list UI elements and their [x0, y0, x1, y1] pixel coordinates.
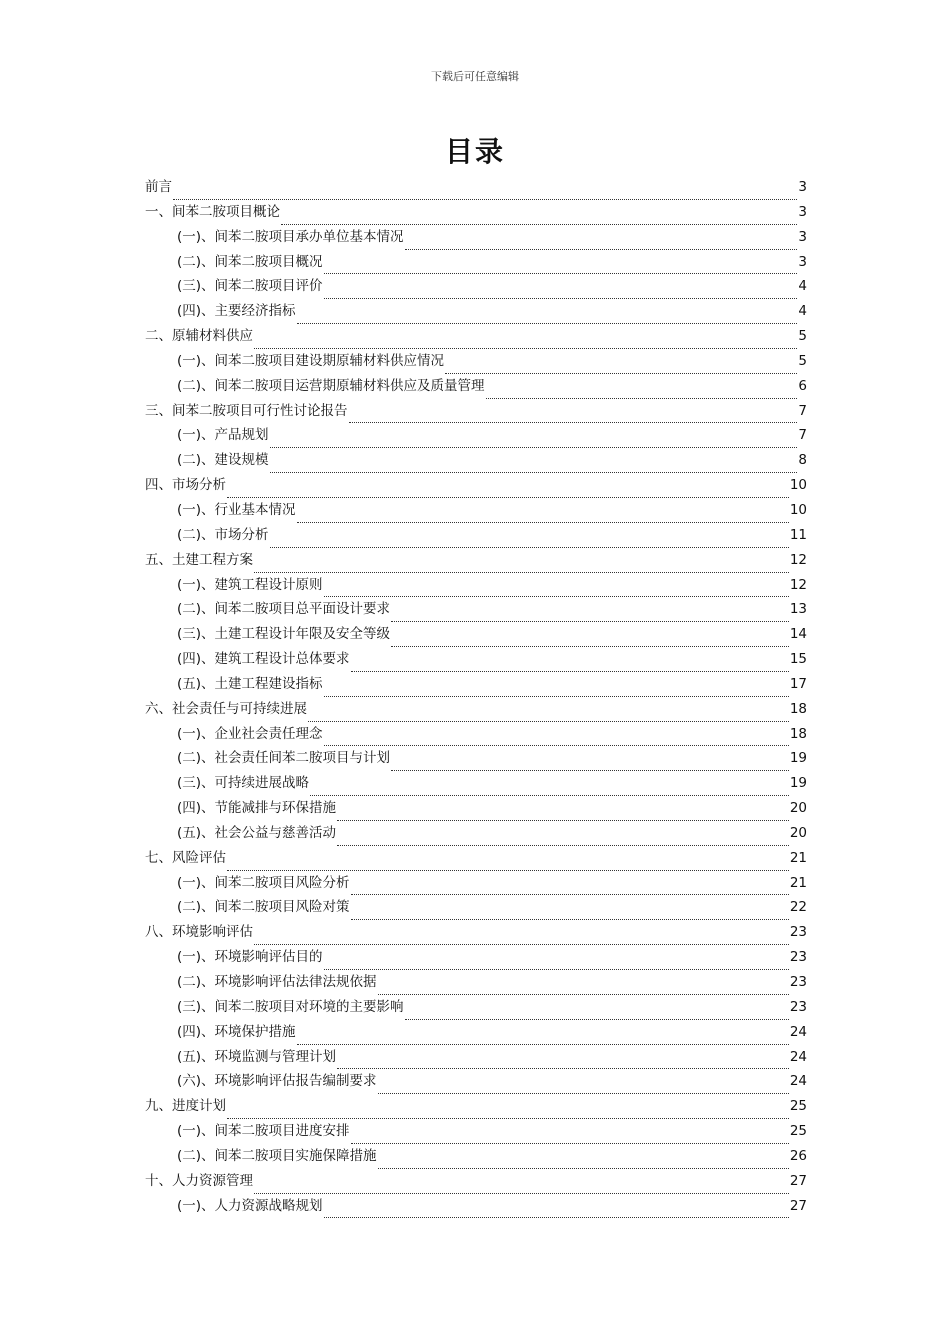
toc-subentry[interactable]: [145, 821, 807, 846]
dot-leader: [254, 331, 797, 349]
dot-leader: [173, 182, 797, 200]
toc-subentry[interactable]: [145, 647, 807, 672]
toc-entry-title: (一)、企业社会责任理念: [177, 725, 323, 742]
toc-entry[interactable]: [145, 1169, 807, 1194]
dot-leader: [391, 753, 789, 771]
toc-page-number: 24: [789, 1023, 807, 1040]
toc-page-number: 5: [798, 352, 807, 369]
dot-leader: [351, 877, 789, 895]
toc-page-number: 5: [798, 328, 807, 345]
toc-page-number: 20: [789, 824, 807, 841]
toc-entry-title: (二)、建设规模: [177, 452, 269, 469]
dot-leader: [324, 728, 789, 746]
toc-entry-title: 七、风险评估: [145, 849, 226, 866]
dot-leader: [324, 256, 798, 274]
toc-subentry[interactable]: [145, 1119, 807, 1144]
toc-entry-title: (二)、环境影响评估法律法规依据: [177, 974, 377, 990]
dot-leader: [324, 579, 789, 597]
toc-page-number: 6: [798, 377, 807, 394]
dot-leader: [486, 381, 798, 399]
toc-entry[interactable]: [145, 473, 807, 498]
toc-page-number: 19: [789, 750, 807, 767]
dot-leader: [254, 927, 789, 945]
toc-subentry[interactable]: [145, 1045, 807, 1070]
toc-page-number: 14: [789, 626, 807, 643]
toc-subentry[interactable]: [145, 498, 807, 523]
toc-entry-title: (一)、人力资源战略规划: [177, 1197, 323, 1214]
toc-page-number: 10: [789, 501, 807, 518]
toc-entry-title: 六、社会责任与可持续进展: [145, 700, 307, 717]
toc-entry-title: (三)、可持续进展战略: [177, 775, 310, 792]
toc-page-number: 3: [798, 228, 807, 245]
toc-subentry[interactable]: [145, 597, 807, 622]
toc-page-number: 8: [798, 452, 807, 469]
dot-leader: [405, 1002, 789, 1020]
toc-page-number: 15: [789, 651, 807, 668]
toc-entry-title: (五)、环境监测与管理计划: [177, 1048, 337, 1065]
dot-leader: [270, 530, 789, 548]
toc-page-number: 23: [789, 974, 807, 990]
toc-page-number: 3: [798, 253, 807, 270]
toc-entry-title: (五)、土建工程建设指标: [177, 675, 323, 692]
dot-leader: [349, 405, 798, 423]
toc-subentry[interactable]: [145, 771, 807, 796]
toc-subentry[interactable]: [145, 1144, 807, 1169]
toc-subentry[interactable]: [145, 746, 807, 771]
toc-page-number: 23: [789, 998, 807, 1015]
toc-subentry[interactable]: [145, 895, 807, 920]
toc-entry-title: (一)、产品规划: [177, 427, 269, 444]
toc-subentry[interactable]: [145, 622, 807, 647]
toc-page-number: 4: [798, 303, 807, 320]
toc-page-number: 22: [789, 899, 807, 916]
toc-entry-title: (四)、主要经济指标: [177, 303, 296, 320]
toc-entry-title: (二)、市场分析: [177, 526, 269, 543]
toc-subentry[interactable]: [145, 274, 807, 299]
toc-entry-title: (四)、环境保护措施: [177, 1023, 296, 1040]
dot-leader: [254, 555, 789, 573]
toc-page-number: 18: [789, 700, 807, 717]
toc-page-number: 23: [789, 924, 807, 941]
dot-leader: [270, 455, 798, 473]
toc-entry[interactable]: [145, 920, 807, 945]
dot-leader: [270, 430, 798, 448]
toc-page-number: 20: [789, 800, 807, 817]
dot-leader: [324, 281, 798, 299]
toc-page-number: 12: [789, 576, 807, 593]
toc-entry[interactable]: [145, 324, 807, 349]
toc-entry-title: (一)、建筑工程设计原则: [177, 576, 323, 593]
dot-leader: [324, 679, 789, 697]
toc-page-number: 24: [789, 1048, 807, 1065]
dot-leader: [297, 1027, 789, 1045]
toc-entry[interactable]: [145, 1094, 807, 1119]
dot-leader: [378, 1076, 789, 1094]
dot-leader: [324, 952, 789, 970]
toc-entry-title: (三)、土建工程设计年限及安全等级: [177, 626, 391, 643]
toc-entry-title: (一)、间苯二胺项目承办单位基本情况: [177, 228, 404, 245]
toc-entry[interactable]: [145, 399, 807, 424]
page-title: 目录: [444, 135, 505, 168]
toc-entry-title: 三、间苯二胺项目可行性讨论报告: [145, 402, 348, 419]
toc-page-number: 13: [789, 601, 807, 618]
toc-entry-title: (二)、间苯二胺项目概况: [177, 253, 323, 270]
toc-entry-title: 十、人力资源管理: [145, 1172, 253, 1189]
dot-leader: [337, 828, 789, 846]
toc-entry-title: 八、环境影响评估: [145, 924, 253, 941]
toc-entry-title: (二)、间苯二胺项目总平面设计要求: [177, 601, 391, 618]
toc-page-number: 27: [789, 1172, 807, 1189]
toc-entry-title: (四)、建筑工程设计总体要求: [177, 651, 350, 668]
toc-page-number: 19: [789, 775, 807, 792]
toc-page-number: 18: [789, 725, 807, 742]
dot-leader: [324, 1200, 789, 1218]
dot-leader: [445, 356, 797, 374]
toc-subentry[interactable]: [145, 448, 807, 473]
toc-entry-title: (四)、节能减排与环保措施: [177, 800, 337, 817]
toc-subentry[interactable]: [145, 423, 807, 448]
toc-subentry[interactable]: [145, 722, 807, 747]
toc-subentry[interactable]: [145, 523, 807, 548]
dot-leader: [281, 207, 797, 225]
toc-page-number: 26: [789, 1147, 807, 1164]
dot-leader: [378, 1151, 789, 1169]
toc-page-number: 11: [789, 526, 807, 543]
dot-leader: [297, 505, 789, 523]
toc-subentry[interactable]: [145, 299, 807, 324]
toc-entry-title: (一)、环境影响评估目的: [177, 949, 323, 966]
dot-leader: [337, 803, 789, 821]
dot-leader: [351, 1126, 789, 1144]
toc-entry-title: (一)、行业基本情况: [177, 501, 296, 518]
toc-subentry[interactable]: [145, 1194, 807, 1219]
toc-entry-title: 九、进度计划: [145, 1098, 226, 1115]
toc-entry[interactable]: [145, 697, 807, 722]
toc-entry-title: (一)、间苯二胺项目进度安排: [177, 1123, 350, 1140]
dot-leader: [297, 306, 798, 324]
dot-leader: [308, 704, 789, 722]
dot-leader: [351, 654, 789, 672]
toc-entry-title: (三)、间苯二胺项目对环境的主要影响: [177, 998, 404, 1015]
toc-entry-title: (六)、环境影响评估报告编制要求: [177, 1073, 377, 1090]
toc-entry[interactable]: [145, 548, 807, 573]
toc-subentry[interactable]: [145, 349, 807, 374]
dot-leader: [391, 629, 789, 647]
toc-subentry[interactable]: [145, 871, 807, 896]
toc-entry-title: (一)、间苯二胺项目建设期原辅材料供应情况: [177, 352, 445, 369]
dot-leader: [227, 480, 789, 498]
toc-page-number: 23: [789, 949, 807, 966]
toc-entry[interactable]: [145, 846, 807, 871]
dot-leader: [310, 778, 789, 796]
toc-page-number: 21: [789, 849, 807, 866]
dot-leader: [378, 977, 789, 995]
toc-entry-title: (三)、间苯二胺项目评价: [177, 278, 323, 295]
toc-page-number: 24: [789, 1073, 807, 1090]
toc-entry-title: 前言: [145, 179, 172, 195]
toc-entry-title: (二)、间苯二胺项目运营期原辅材料供应及质量管理: [177, 377, 485, 394]
toc-entry-title: 二、原辅材料供应: [145, 328, 253, 345]
toc-page-number: 3: [798, 179, 807, 195]
toc-page-number: 12: [789, 551, 807, 568]
toc-page-number: 17: [789, 675, 807, 692]
toc-page-number: 25: [789, 1098, 807, 1115]
toc-page-number: 27: [789, 1197, 807, 1214]
toc-entry-title: (五)、社会公益与慈善活动: [177, 824, 337, 841]
toc-entry-title: 四、市场分析: [145, 477, 226, 494]
toc-entry-title: 一、间苯二胺项目概论: [145, 203, 280, 220]
toc-entry[interactable]: [145, 175, 807, 200]
toc-subentry[interactable]: [145, 374, 807, 399]
toc-page-number: 3: [798, 203, 807, 220]
toc-subentry[interactable]: [145, 995, 807, 1020]
dot-leader: [227, 853, 789, 871]
dot-leader: [391, 604, 789, 622]
dot-leader: [405, 232, 798, 250]
toc-subentry[interactable]: [145, 970, 807, 995]
toc-entry-title: (一)、间苯二胺项目风险分析: [177, 874, 350, 891]
toc-entry-title: (二)、社会责任间苯二胺项目与计划: [177, 750, 391, 767]
toc-subentry[interactable]: [145, 573, 807, 598]
page-header: 下载后可任意编辑: [431, 70, 519, 83]
toc-subentry[interactable]: [145, 1020, 807, 1045]
toc-page-number: 4: [798, 278, 807, 295]
toc-page-number: 10: [789, 477, 807, 494]
toc-page-number: 7: [798, 427, 807, 444]
toc-subentry[interactable]: [145, 225, 807, 250]
toc-page-number: 25: [789, 1123, 807, 1140]
table-of-contents: [145, 175, 807, 1218]
dot-leader: [351, 902, 789, 920]
toc-subentry[interactable]: [145, 1069, 807, 1094]
toc-subentry[interactable]: [145, 945, 807, 970]
toc-page-number: 7: [798, 402, 807, 419]
toc-page-number: 21: [789, 874, 807, 891]
dot-leader: [254, 1176, 789, 1194]
dot-leader: [337, 1051, 789, 1069]
toc-subentry[interactable]: [145, 672, 807, 697]
toc-subentry[interactable]: [145, 796, 807, 821]
dot-leader: [227, 1101, 789, 1119]
toc-subentry[interactable]: [145, 250, 807, 275]
toc-entry-title: 五、土建工程方案: [145, 551, 253, 568]
toc-entry-title: (二)、间苯二胺项目实施保障措施: [177, 1147, 377, 1164]
toc-entry[interactable]: [145, 200, 807, 225]
toc-entry-title: (二)、间苯二胺项目风险对策: [177, 899, 350, 916]
